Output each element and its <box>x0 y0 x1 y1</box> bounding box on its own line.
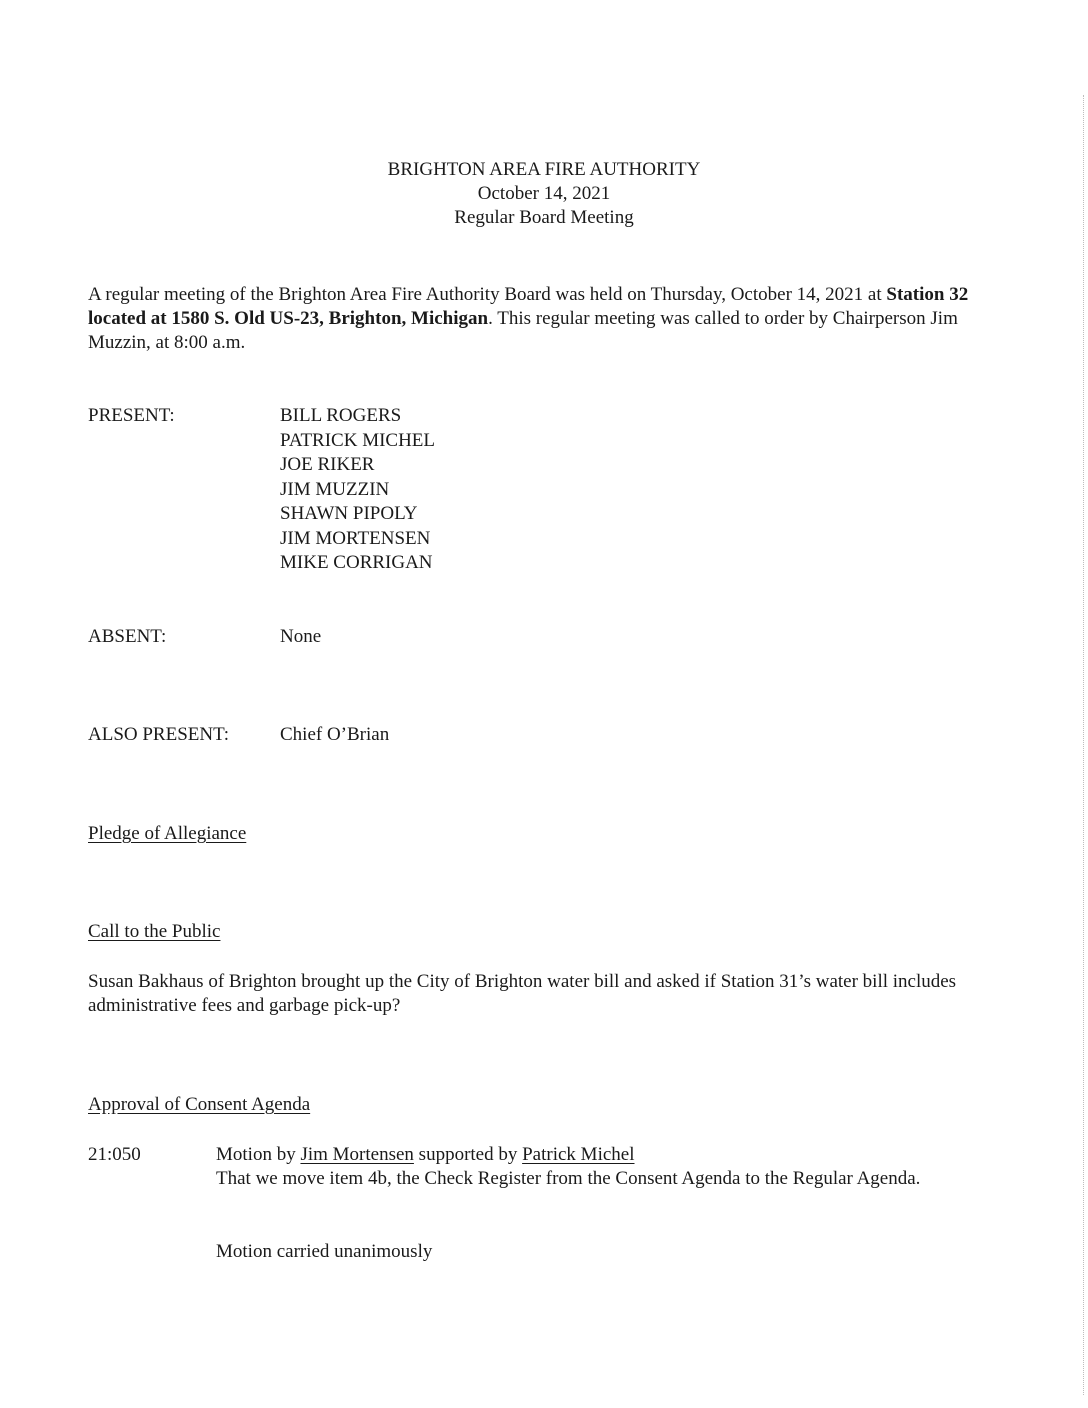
meeting-location: Station 32 located at 1580 S. Old US-23, Brighton, Michigan <box>88 284 969 329</box>
motion-supporter: Patrick Michel <box>522 1144 635 1165</box>
present-name: JIM MUZZIN <box>280 478 390 500</box>
motion-prefix: Motion by <box>216 1144 301 1165</box>
pledge-heading: Pledge of Allegiance <box>88 823 247 844</box>
intro-text-end: . This regular meeting was called to order by Chairperson Jim Muzzin, at 8:00 a.m. <box>88 308 958 353</box>
document-header <box>0 158 1088 230</box>
also-present-label: ALSO PRESENT: <box>88 724 230 745</box>
absent-value: None <box>280 626 322 647</box>
also-present-value: Chief O’Brian <box>280 724 390 745</box>
present-name: BILL ROGERS <box>280 405 402 426</box>
call-to-public-heading: Call to the Public <box>88 921 221 942</box>
motion-body <box>216 1143 976 1191</box>
motion-line <box>216 1143 976 1167</box>
meeting-date: October 14, 2021 <box>477 183 611 204</box>
present-name: JOE RIKER <box>280 454 375 475</box>
organization-name: BRIGHTON AREA FIRE AUTHORITY <box>387 159 701 180</box>
meeting-type: Regular Board Meeting <box>454 207 634 228</box>
motion-mover: Jim Mortensen <box>300 1144 414 1165</box>
call-to-public-text: Susan Bakhaus of Brighton brought up the City of Brighton water bill and asked if Station 31’s water bill includes administrative fees and garbage pick-up? <box>88 971 957 1016</box>
present-label: PRESENT: <box>88 405 175 426</box>
intro-text-start: A regular meeting of the Brighton Area Fire Authority Board was held on Thursday, October 14, 2021 at <box>88 284 887 305</box>
present-name: SHAWN PIPOLY <box>280 503 418 524</box>
motion-result: Motion carried unanimously <box>216 1241 433 1262</box>
present-name: MIKE CORRIGAN <box>280 552 433 573</box>
present-names <box>280 404 435 576</box>
absent-label: ABSENT: <box>88 626 167 647</box>
intro-paragraph <box>88 283 993 355</box>
motion-number: 21:050 <box>88 1144 141 1165</box>
consent-agenda-heading: Approval of Consent Agenda <box>88 1094 311 1115</box>
motion-supported-text: supported by <box>413 1144 523 1165</box>
scan-margin-line <box>1082 95 1084 1395</box>
present-name: JIM MORTENSEN <box>280 527 431 549</box>
present-name: PATRICK MICHEL <box>280 429 436 451</box>
motion-text: That we move item 4b, the Check Register from the Consent Agenda to the Regular Agenda. <box>216 1168 921 1189</box>
